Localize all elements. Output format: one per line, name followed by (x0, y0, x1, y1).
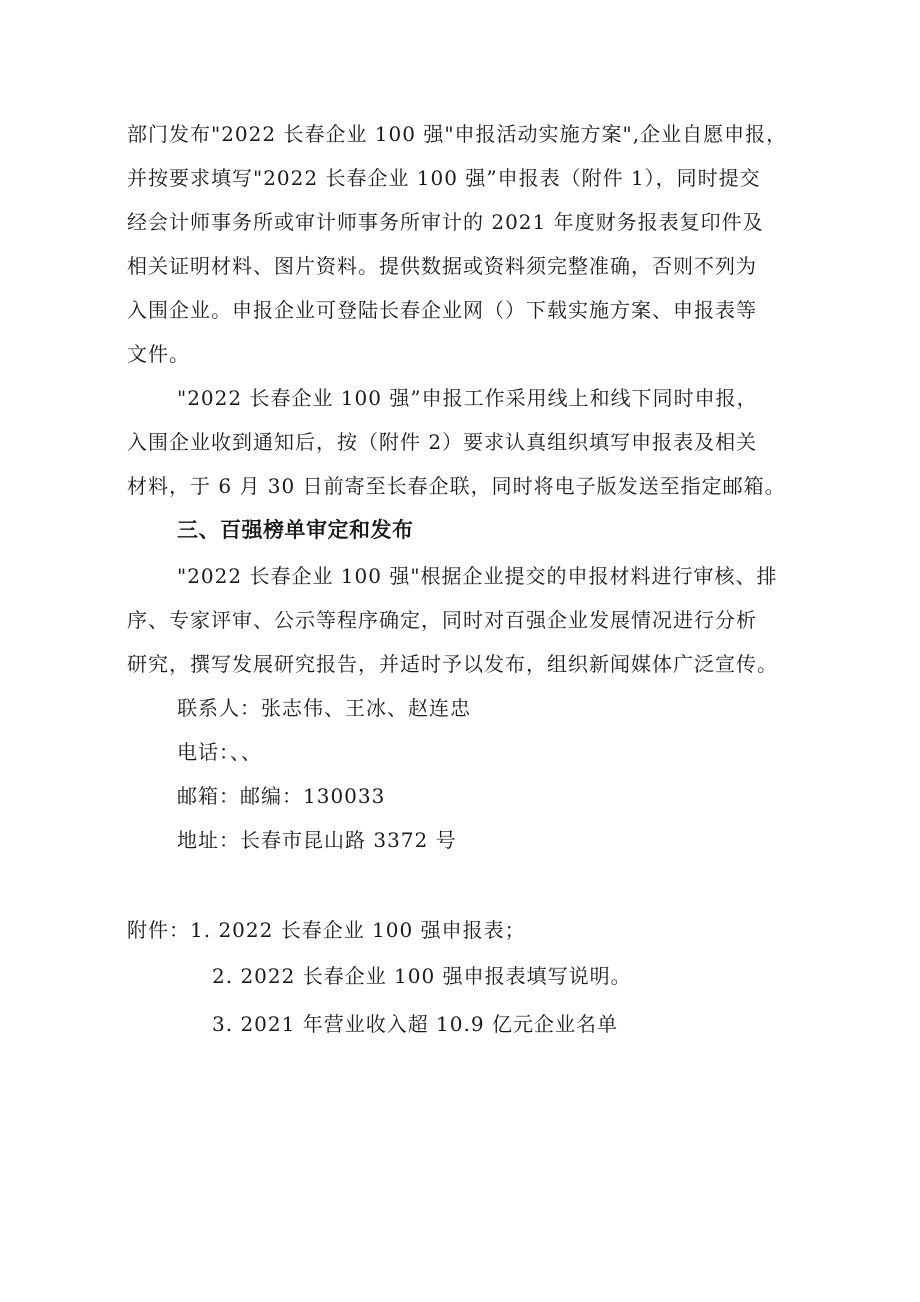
attachment-item-1: 附件：1. 2022 长春企业 100 强申报表； (127, 918, 526, 942)
paragraph2-line-1: "2022 长春企业 100 强”申报工作采用线上和线下同时申报， (177, 386, 758, 410)
attachment-item-3: 3. 2021 年营业收入超 10.9 亿元企业名单 (212, 1012, 618, 1036)
section3-line-1: "2022 长春企业 100 强"根据企业提交的申报材料进行审核、排 (177, 564, 778, 588)
paragraph1-line-6: 文件。 (127, 342, 190, 366)
attachment-item-2: 2. 2022 长春企业 100 强申报表填写说明。 (212, 964, 632, 988)
section3-line-2: 序、专家评审、公示等程序确定，同时对百强企业发展情况进行分析 (127, 608, 757, 632)
contact-email: 邮箱：邮编：130033 (177, 784, 386, 808)
paragraph2-line-2: 入围企业收到通知后，按（附件 2）要求认真组织填写申报表及相关 (127, 430, 758, 454)
section3-line-3: 研究，撰写发展研究报告，并适时予以发布，组织新闻媒体广泛宣传。 (127, 652, 778, 676)
section3-heading: 三、百强榜单审定和发布 (177, 518, 414, 542)
paragraph1-line-5: 入围企业。申报企业可登陆长春企业网（）下载实施方案、申报表等 (127, 298, 757, 322)
contact-address: 地址：长春市昆山路 3372 号 (177, 828, 457, 852)
paragraph1-line-1: 部门发布"2022 长春企业 100 强"申报活动实施方案",企业自愿申报， (127, 122, 788, 146)
paragraph2-line-3: 材料，于 6 月 30 日前寄至长春企联，同时将电子版发送至指定邮箱。 (127, 474, 786, 498)
paragraph1-line-3: 经会计师事务所或审计师事务所审计的 2021 年度财务报表复印件及 (127, 210, 764, 234)
paragraph1-line-2: 并按要求填写"2022 长春企业 100 强”申报表（附件 1），同时提交 (127, 166, 761, 190)
paragraph1-line-4: 相关证明材料、图片资料。提供数据或资料须完整准确，否则不列为 (127, 254, 757, 278)
contact-person: 联系人：张志伟、王冰、赵连忠 (177, 696, 471, 720)
contact-phone: 电话：、、 (177, 740, 262, 764)
